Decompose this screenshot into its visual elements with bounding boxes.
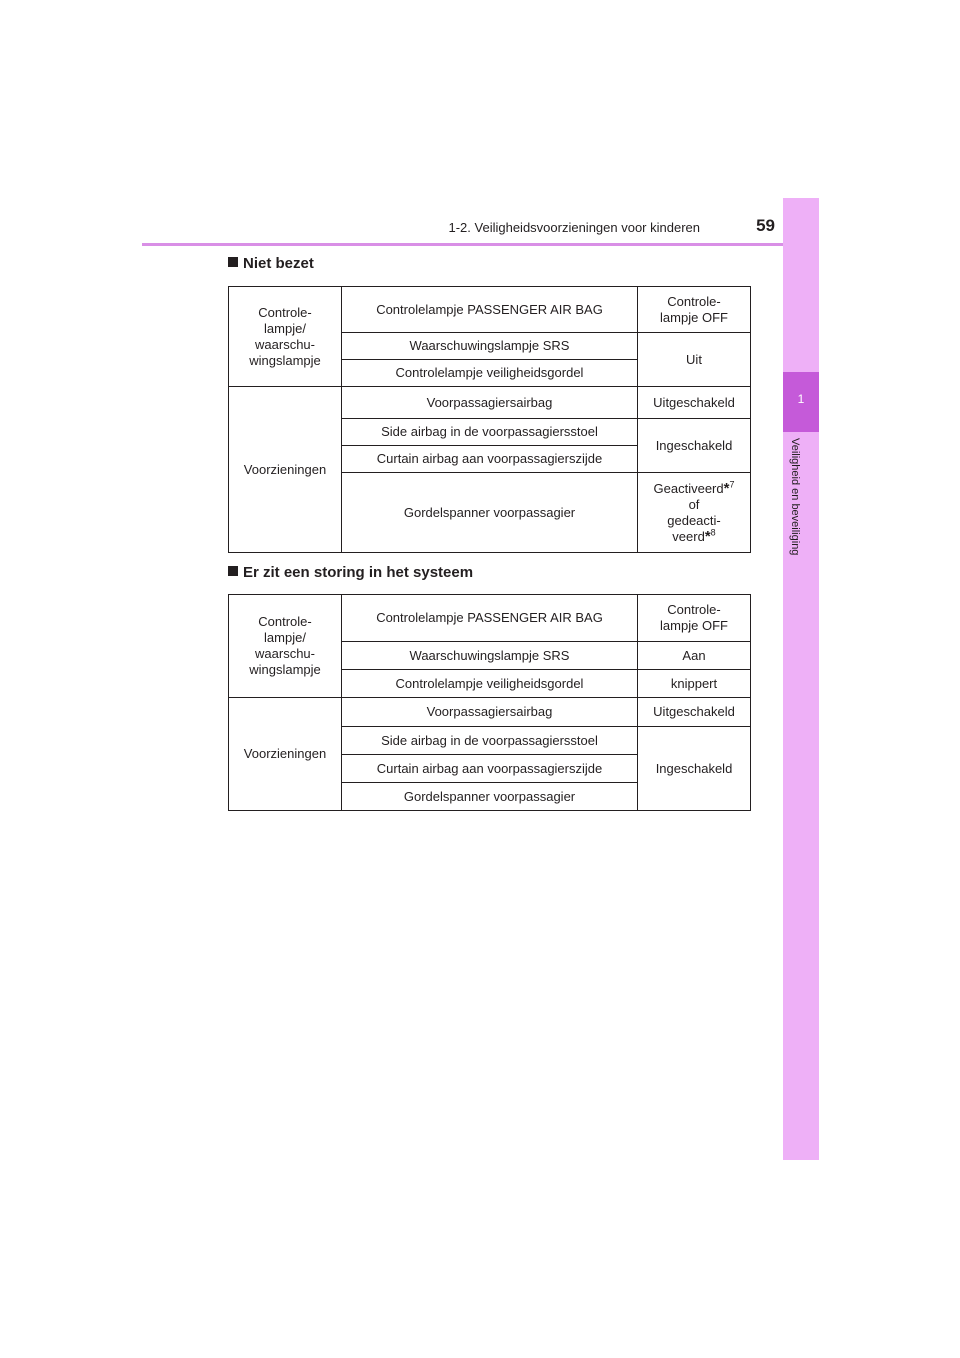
chapter-title: Veiligheid en beveiliging — [789, 438, 801, 556]
dev-pretensioner: Gordelspanner voorpassagier — [342, 473, 638, 553]
lamp-passenger-airbag: Controlelampje PASSENGER AIR BAG — [342, 287, 638, 333]
lamp-passenger-airbag: Controlelampje PASSENGER AIR BAG — [342, 595, 638, 642]
footnote-ref-7: 7 — [729, 479, 735, 490]
chapter-number: 1 — [797, 392, 805, 406]
lamp-srs: Waarschuwingslampje SRS — [342, 642, 638, 670]
header-rule — [142, 243, 819, 246]
dev-curtain-airbag: Curtain airbag aan voorpassagierszijde — [342, 755, 638, 783]
pretensioner-value-deactivated: gedeacti- veerd — [667, 512, 721, 544]
dev-passenger-airbag: Voorpassagiersairbag — [342, 698, 638, 727]
lamp-seatbelt: Controlelampje veiligheidsgordel — [342, 670, 638, 698]
chapter-side-tab — [783, 198, 819, 1160]
dev-side-curtain-value: Ingeschakeld — [638, 419, 751, 473]
table-row — [229, 387, 751, 419]
footnote-star: * — [723, 479, 730, 497]
section-heading-text: Niet bezet — [243, 255, 314, 272]
lamp-srs-value: Aan — [638, 642, 751, 670]
dev-curtain-airbag: Curtain airbag aan voorpassagierszijde — [342, 446, 638, 473]
row-header-lamps: Controle- lampje/ waarschu- wingslampje — [229, 287, 342, 387]
dev-passenger-airbag-value: Uitgeschakeld — [638, 698, 751, 727]
pretensioner-value — [638, 473, 751, 553]
status-table-not-occupied — [228, 286, 751, 553]
section-heading-text: Er zit een storing in het systeem — [243, 564, 474, 581]
footnote-star: * — [704, 527, 711, 545]
pretensioner-value-or: of — [688, 496, 700, 512]
page-number: 59 — [756, 216, 775, 235]
lamp-passenger-airbag-value: Controle- lampje OFF — [638, 595, 751, 642]
dev-pretensioner: Gordelspanner voorpassagier — [342, 783, 638, 811]
row-header-devices: Voorzieningen — [229, 698, 342, 811]
pretensioner-value-activated: Geactiveerd — [653, 480, 724, 496]
row-header-lamps: Controle- lampje/ waarschu- wingslampje — [229, 595, 342, 698]
table-row — [229, 287, 751, 333]
header-title: 1-2. Veiligheidsvoorzieningen voor kinderen — [448, 220, 700, 235]
table-row — [229, 698, 751, 727]
status-table-system-failure — [228, 594, 751, 811]
square-bullet-icon — [228, 566, 238, 576]
lamp-passenger-airbag-value: Controle- lampje OFF — [638, 287, 751, 333]
row-header-devices: Voorzieningen — [229, 387, 342, 553]
section-heading-not-occupied — [228, 255, 314, 272]
dev-side-airbag: Side airbag in de voorpassagiersstoel — [342, 419, 638, 446]
table-row — [229, 595, 751, 642]
footnote-ref-8: 8 — [710, 527, 716, 538]
dev-passenger-airbag: Voorpassagiersairbag — [342, 387, 638, 419]
dev-side-curtain-pretensioner-value: Ingeschakeld — [638, 727, 751, 811]
dev-side-airbag: Side airbag in de voorpassagiersstoel — [342, 727, 638, 755]
lamp-srs: Waarschuwingslampje SRS — [342, 333, 638, 360]
section-heading-system-failure — [228, 564, 473, 581]
lamp-seatbelt-value: knippert — [638, 670, 751, 698]
lamp-srs-belt-value: Uit — [638, 333, 751, 387]
dev-passenger-airbag-value: Uitgeschakeld — [638, 387, 751, 419]
lamp-seatbelt: Controlelampje veiligheidsgordel — [342, 360, 638, 387]
square-bullet-icon — [228, 257, 238, 267]
